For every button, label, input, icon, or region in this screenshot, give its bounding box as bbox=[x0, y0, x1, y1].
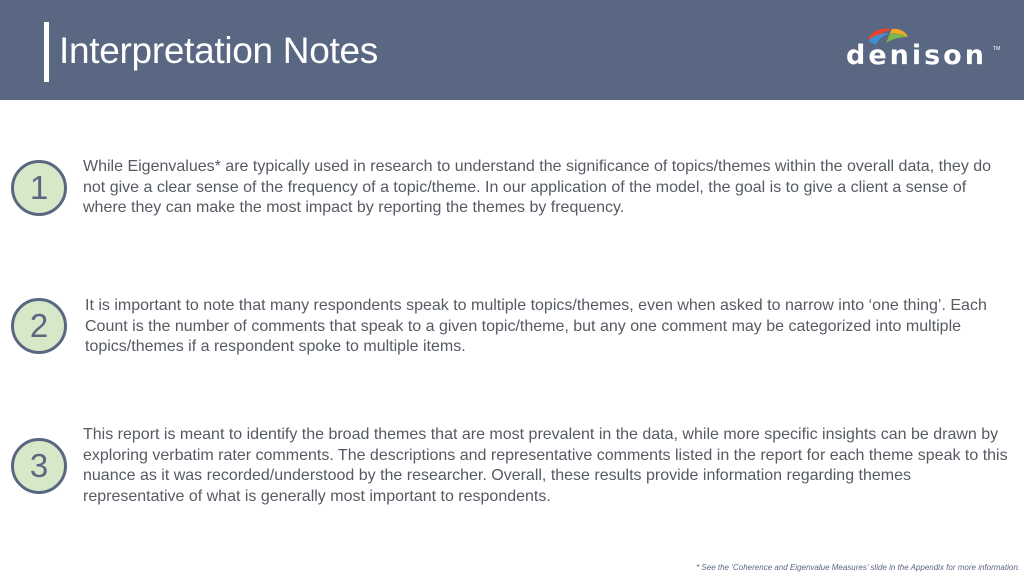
note-number-badge: 1 bbox=[11, 160, 67, 216]
note-number-badge: 3 bbox=[11, 438, 67, 494]
header-bar bbox=[0, 0, 1024, 100]
note-text: It is important to note that many respondents speak to multiple topics/themes, even when asked to narrow into ‘one thing’. Each Count is the number of comments that speak to a given topic/theme, but any one comment may be categorized into multiple topics/themes if a respondent spoke to multiple items. bbox=[85, 297, 987, 355]
page-title: Interpretation Notes bbox=[59, 30, 378, 71]
denison-logo bbox=[846, 25, 1006, 75]
logo-trademark: TM bbox=[993, 46, 1001, 52]
footnote: * See the ‘Coherence and Eigenvalue Measures’ slide in the Appendix for more information. bbox=[696, 563, 1020, 572]
title-accent-bar bbox=[44, 22, 49, 82]
note-number-badge: 2 bbox=[11, 298, 67, 354]
logo-wordmark: denison bbox=[846, 40, 987, 71]
note-text: While Eigenvalues* are typically used in research to understand the significance of topics/themes within the overall data, they do not give a clear sense of the frequency of a topic/theme. In our application of the model, the goal is to give a client a sense of where they can make the most impact by reporting the themes by frequency. bbox=[83, 158, 992, 216]
note-text: This report is meant to identify the broad themes that are most prevalent in the data, while more specific insights can be drawn by exploring verbatim rater comments. The descriptions and representative comments listed in the report for each theme speak to this nuance as it was recorded/understood by the researcher. Overall, these results provide information regarding themes representative of what is generally most important to respondents. bbox=[83, 426, 1008, 505]
